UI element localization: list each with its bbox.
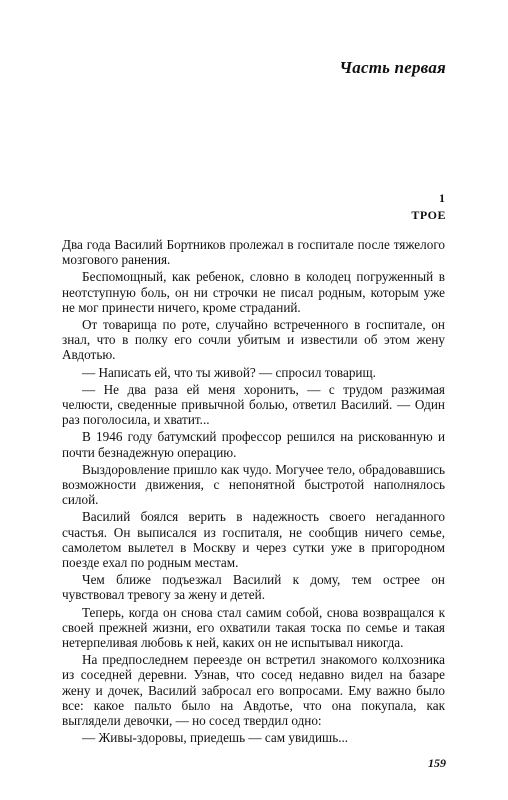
chapter-title: ТРОЕ	[411, 208, 446, 222]
paragraph: — Живы-здоровы, приедешь — сам увидишь...	[82, 730, 349, 746]
paragraph: От товарища по роте, случайно встреченного в госпитале, он знал, что в полку его сочли убитым и известили об этом жену Авдотью.	[62, 317, 445, 363]
paragraph: — Не два раза ей меня хоронить, — с трудом разжимая челюсти, сведенные привычной болью, ответил Василий. — Один раз поголосила, и хватит...	[62, 381, 445, 428]
part-title: Часть первая	[339, 58, 446, 77]
paragraph: Выздоровление пришло как чудо. Могучее тело, обрадовавшись возможности движения, с непонятной быстротой наполнялось силой.	[62, 461, 445, 508]
paragraph: На предпоследнем переезде он встретил знакомого колхозника из соседней деревни. Узнав, что сосед недавно видел на базаре жену и дочек, Василий забросал его вопросами. Ему важно было все: какое пальто было на Авдотье, что она покупала, как выглядели девочки, — но сосед твердил одно:	[62, 652, 445, 729]
paragraph: Два года Василий Бортников пролежал в госпитале после тяжелого мозгового ранения.	[62, 237, 445, 268]
paragraph: Чем ближе подъезжал Василий к дому, тем острее он чувствовал тревогу за жену и детей.	[62, 572, 445, 603]
paragraph: Беспомощный, как ребенок, словно в колодец погруженный в неотступную боль, он ни строчки не писал родным, которым уже не мог принести ничего, кроме страданий.	[62, 269, 445, 315]
paragraph: Теперь, когда он снова стал самим собой, снова возвращался к своей прежней жизни, его охватили такая тоска по семье и такая нетерпеливая любовь к ней, каких он не испытывал никогда.	[62, 604, 445, 651]
chapter-number: 1	[439, 191, 445, 205]
body-text	[62, 237, 445, 748]
paragraph: В 1946 году батумский профессор решился на рискованную и почти безнадежную операцию.	[62, 429, 445, 460]
page-number: 159	[428, 756, 446, 770]
paragraph: Василий боялся верить в надежность своего негаданного счастья. Он выписался из госпиталя, не сообщив ничего семье, самолетом вылетел в Москву и через сутки уже в пригородном поезде ехал по родным местам.	[62, 509, 445, 571]
paragraph: — Написать ей, что ты живой? — спросил товарищ.	[82, 364, 376, 380]
